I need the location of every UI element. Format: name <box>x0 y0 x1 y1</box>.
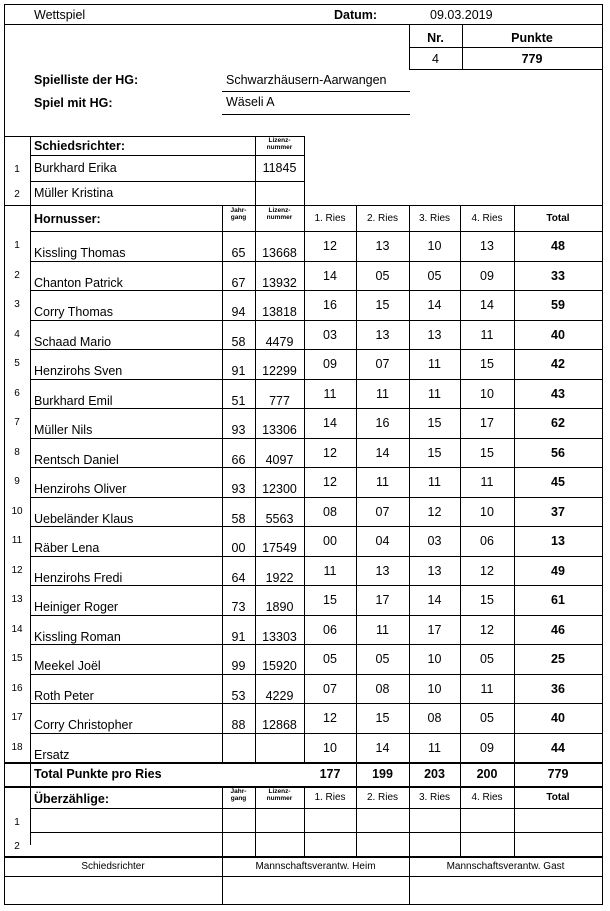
signature-label-2: Mannschaftsverantw. Heim <box>255 861 376 872</box>
player-name: Rentsch Daniel <box>34 453 119 467</box>
ries-col-line-1 <box>356 205 357 786</box>
player-lizenz: 17549 <box>262 541 297 555</box>
punkte-label: Punkte <box>511 31 553 45</box>
player-ries-3: 13 <box>427 564 442 578</box>
referee-title: Schiedsrichter: <box>34 139 126 153</box>
ries-header-4: 4. Ries <box>471 213 503 224</box>
player-ries-3: 11 <box>428 475 441 489</box>
player-ries-2: 16 <box>375 416 390 430</box>
spiel-mit-value: Wäseli A <box>226 95 275 109</box>
player-ries-3: 17 <box>427 623 442 637</box>
player-ries-2: 11 <box>376 475 389 489</box>
player-name: Corry Thomas <box>34 305 113 319</box>
player-lizenz: 12300 <box>262 482 297 496</box>
player-ries-1: 12 <box>323 711 337 725</box>
player-ries-4: 09 <box>480 269 494 283</box>
extras-lizenz-header: Lizenz- nummer <box>266 788 293 802</box>
player-lizenz: 12868 <box>262 718 297 732</box>
player-ries-1: 07 <box>323 682 337 696</box>
player-ries-3: 03 <box>427 534 442 548</box>
player-name: Henzirohs Fredi <box>34 571 123 585</box>
player-ries-4: 11 <box>480 475 494 489</box>
player-ries-1: 08 <box>323 505 337 519</box>
punkte-value: 779 <box>521 52 543 66</box>
player-row-num: 10 <box>11 506 23 517</box>
ries-header-2: 2. Ries <box>366 213 399 224</box>
spiel-mit-underline <box>222 114 410 115</box>
totals-top <box>4 762 603 764</box>
ries-col-line-4 <box>514 205 515 786</box>
player-row-line <box>30 733 603 734</box>
player-ries-2: 07 <box>375 357 390 371</box>
player-name: Müller Nils <box>34 423 93 437</box>
player-jahrgang: 65 <box>231 246 246 260</box>
referee-name: Burkhard Erika <box>34 161 117 175</box>
player-ries-3: 12 <box>427 505 442 519</box>
player-total: 44 <box>551 741 565 755</box>
signatures-top <box>4 856 603 858</box>
player-total: 49 <box>551 564 565 578</box>
player-ries-2: 13 <box>375 564 390 578</box>
player-row-num: 3 <box>14 299 20 310</box>
lizenz-header: Lizenz- nummer <box>266 207 293 221</box>
player-ries-4: 05 <box>480 711 494 725</box>
nr-label: Nr. <box>427 31 444 45</box>
totals-grand: 779 <box>547 767 569 781</box>
player-ries-4: 17 <box>480 416 494 430</box>
player-row-num: 14 <box>11 624 23 635</box>
player-ries-2: 13 <box>375 328 390 342</box>
player-total: 46 <box>551 623 565 637</box>
extras-row-num: 1 <box>14 817 20 828</box>
player-jahrgang: 91 <box>231 364 246 378</box>
player-name: Räber Lena <box>34 541 100 555</box>
player-jahrgang: 51 <box>231 394 246 408</box>
nr-box-row <box>409 47 603 48</box>
player-row-line <box>30 261 603 262</box>
player-ries-2: 05 <box>375 652 390 666</box>
player-name: Kissling Roman <box>34 630 121 644</box>
extras-ries-header-3: 3. Ries <box>418 792 451 803</box>
player-ries-2: 15 <box>375 298 390 312</box>
extras-row-line <box>30 832 603 833</box>
player-row-line <box>30 467 603 468</box>
player-ries-4: 10 <box>480 505 494 519</box>
player-row-num: 2 <box>14 270 20 281</box>
player-ries-1: 14 <box>323 269 337 283</box>
player-row-num: 15 <box>11 653 23 664</box>
player-ries-1: 00 <box>323 534 337 548</box>
player-name: Burkhard Emil <box>34 394 113 408</box>
player-ries-1: 12 <box>323 239 337 253</box>
player-total: 40 <box>551 328 565 342</box>
player-ries-4: 15 <box>480 357 494 371</box>
player-name: Roth Peter <box>34 689 94 703</box>
player-ries-3: 13 <box>427 328 442 342</box>
score-sheet <box>4 4 604 905</box>
player-ries-3: 10 <box>427 682 442 696</box>
player-ries-2: 17 <box>375 593 390 607</box>
player-row-line <box>30 408 603 409</box>
player-name: Henzirohs Sven <box>34 364 123 378</box>
player-ries-4: 11 <box>480 328 494 342</box>
player-name: Uebeländer Klaus <box>34 512 134 526</box>
player-row-num: 13 <box>11 594 23 605</box>
ries-header-1: 1. Ries <box>314 213 346 224</box>
date-value: 09.03.2019 <box>430 8 493 22</box>
player-row-num: 4 <box>14 329 20 340</box>
player-row-line <box>30 349 603 350</box>
player-total: 43 <box>551 387 565 401</box>
player-ries-4: 09 <box>480 741 494 755</box>
player-ries-3: 15 <box>427 446 442 460</box>
player-ries-2: 15 <box>375 711 390 725</box>
player-ries-1: 09 <box>323 357 337 371</box>
players-title: Hornusser: <box>34 212 101 226</box>
frame-right <box>602 4 603 905</box>
player-total: 59 <box>551 298 565 312</box>
spielliste-value: Schwarzhäusern-Aarwangen <box>226 73 387 87</box>
player-jahrgang: 93 <box>231 423 246 437</box>
player-jahrgang: 73 <box>231 600 246 614</box>
player-row-num: 16 <box>11 683 23 694</box>
player-ries-4: 12 <box>480 623 494 637</box>
referee-name: Müller Kristina <box>34 186 114 200</box>
player-ries-3: 15 <box>427 416 442 430</box>
referee-num-col <box>30 136 31 206</box>
player-total: 62 <box>551 416 565 430</box>
frame-bottom <box>4 904 603 905</box>
player-ries-1: 10 <box>323 741 337 755</box>
extras-header-line <box>30 808 603 809</box>
player-row-line <box>30 644 603 645</box>
player-jahrgang: 66 <box>231 453 246 467</box>
extras-ries-header-2: 2. Ries <box>366 792 399 803</box>
player-lizenz: 13932 <box>262 276 297 290</box>
player-ries-2: 11 <box>376 623 389 637</box>
player-ries-1: 03 <box>323 328 337 342</box>
header-divider <box>4 24 603 25</box>
extras-title: Überzählige: <box>34 792 110 806</box>
player-ries-1: 11 <box>323 564 337 578</box>
player-row-num: 12 <box>11 565 23 576</box>
player-name: Chanton Patrick <box>34 276 123 290</box>
player-lizenz: 4229 <box>265 689 294 703</box>
player-jahrgang: 91 <box>231 630 246 644</box>
player-ries-3: 14 <box>427 593 442 607</box>
player-total: 36 <box>551 682 565 696</box>
player-row-line <box>30 438 603 439</box>
player-ries-3: 10 <box>427 239 442 253</box>
player-row-line <box>30 320 603 321</box>
player-ries-3: 10 <box>427 652 442 666</box>
referee-row-line <box>30 181 305 182</box>
player-jahrgang: 88 <box>231 718 246 732</box>
player-ries-2: 04 <box>375 534 390 548</box>
player-jahrgang: 93 <box>231 482 246 496</box>
player-lizenz: 4097 <box>265 453 294 467</box>
ries-col-line-2 <box>409 205 410 786</box>
extras-row-num: 2 <box>14 841 20 852</box>
player-row-num: 5 <box>14 358 20 369</box>
player-lizenz: 4479 <box>265 335 294 349</box>
referee-row-num: 2 <box>14 189 20 200</box>
spielliste-underline <box>222 91 410 92</box>
player-ries-3: 11 <box>428 741 441 755</box>
referee-lizenz: 11845 <box>262 161 297 175</box>
ries-col-line-3 <box>460 205 461 786</box>
player-jahrgang: 94 <box>231 305 246 319</box>
referee-liz-right <box>304 136 305 206</box>
player-row-num: 18 <box>11 742 23 753</box>
player-ries-1: 06 <box>323 623 337 637</box>
extras-total-header: Total <box>546 792 570 803</box>
player-jahrgang: 58 <box>231 335 246 349</box>
spiel-mit-label: Spiel mit HG: <box>34 96 113 110</box>
player-row-num: 1 <box>14 240 20 251</box>
player-ries-1: 12 <box>323 446 337 460</box>
player-total: 33 <box>551 269 565 283</box>
player-name: Ersatz <box>34 748 70 762</box>
player-ries-3: 05 <box>427 269 442 283</box>
player-jahrgang: 00 <box>231 541 246 555</box>
player-row-line <box>30 703 603 704</box>
player-lizenz: 13306 <box>262 423 297 437</box>
player-ries-4: 12 <box>480 564 494 578</box>
player-row-line <box>30 379 603 380</box>
total-header: Total <box>546 213 570 224</box>
player-ries-3: 11 <box>428 357 441 371</box>
player-name: Henzirohs Oliver <box>34 482 127 496</box>
player-total: 42 <box>551 357 565 371</box>
player-row-num: 17 <box>11 712 23 723</box>
player-ries-2: 14 <box>375 446 390 460</box>
player-name: Heiniger Roger <box>34 600 119 614</box>
signature-label-3: Mannschaftsverantw. Gast <box>446 861 565 872</box>
player-name: Schaad Mario <box>34 335 112 349</box>
game-label: Wettspiel <box>34 8 86 22</box>
player-name: Kissling Thomas <box>34 246 126 260</box>
player-row-line <box>30 615 603 616</box>
player-total: 25 <box>551 652 565 666</box>
player-jahrgang: 64 <box>231 571 246 585</box>
jahrgang-header: Jahr- gang <box>230 207 247 221</box>
player-jahrgang: 67 <box>231 276 246 290</box>
player-row-line <box>30 556 603 557</box>
totals-ries-2: 199 <box>372 767 393 781</box>
num-col-line <box>30 205 31 845</box>
player-ries-2: 13 <box>375 239 390 253</box>
player-ries-2: 11 <box>376 387 389 401</box>
totals-ries-3: 203 <box>424 767 445 781</box>
player-ries-4: 10 <box>480 387 494 401</box>
player-ries-4: 15 <box>480 593 494 607</box>
player-name: Meekel Joël <box>34 659 101 673</box>
spielliste-label: Spielliste der HG: <box>34 73 139 87</box>
player-ries-2: 05 <box>375 269 390 283</box>
ries-header-3: 3. Ries <box>418 213 451 224</box>
player-total: 37 <box>551 505 565 519</box>
player-name: Corry Christopher <box>34 718 133 732</box>
player-ries-4: 05 <box>480 652 494 666</box>
player-ries-2: 14 <box>375 741 390 755</box>
player-row-line <box>30 497 603 498</box>
player-ries-4: 13 <box>480 239 494 253</box>
player-lizenz: 15920 <box>262 659 297 673</box>
player-row-line <box>30 290 603 291</box>
player-total: 13 <box>551 534 565 548</box>
player-lizenz: 12299 <box>262 364 297 378</box>
totals-label: Total Punkte pro Ries <box>34 767 162 781</box>
player-lizenz: 13668 <box>262 246 297 260</box>
nr-box-bottom <box>409 69 603 70</box>
player-jahrgang: 53 <box>231 689 246 703</box>
extras-ries-header-1: 1. Ries <box>314 792 346 803</box>
player-lizenz: 5563 <box>265 512 294 526</box>
player-row-num: 9 <box>14 476 20 487</box>
extras-ries-header-4: 4. Ries <box>471 792 503 803</box>
player-lizenz: 1922 <box>265 571 294 585</box>
player-ries-4: 06 <box>480 534 494 548</box>
signatures-label-line <box>4 876 603 877</box>
player-row-num: 6 <box>14 388 20 399</box>
player-row-line <box>30 674 603 675</box>
players-header-line <box>30 231 603 232</box>
player-total: 45 <box>551 475 565 489</box>
referee-lizenz-header: Lizenz- nummer <box>266 137 293 151</box>
player-lizenz: 13818 <box>262 305 297 319</box>
player-ries-1: 14 <box>323 416 337 430</box>
player-row-num: 8 <box>14 447 20 458</box>
player-row-line <box>30 585 603 586</box>
date-label: Datum: <box>334 8 378 22</box>
player-ries-4: 11 <box>480 682 494 696</box>
player-total: 48 <box>551 239 565 253</box>
player-ries-3: 11 <box>428 387 441 401</box>
frame-top <box>4 4 603 5</box>
totals-ries-4: 200 <box>476 767 498 781</box>
player-lizenz: 13303 <box>262 630 297 644</box>
player-ries-1: 16 <box>323 298 337 312</box>
player-ries-2: 07 <box>375 505 390 519</box>
player-jahrgang: 58 <box>231 512 246 526</box>
player-ries-4: 15 <box>480 446 494 460</box>
player-lizenz: 1890 <box>265 600 294 614</box>
player-ries-1: 05 <box>323 652 337 666</box>
player-total: 56 <box>551 446 565 460</box>
player-row-num: 7 <box>14 417 20 428</box>
player-ries-4: 14 <box>480 298 494 312</box>
player-jahrgang: 99 <box>231 659 246 673</box>
nr-value: 4 <box>432 52 439 66</box>
player-ries-1: 11 <box>323 387 337 401</box>
player-row-num: 11 <box>11 535 23 546</box>
player-ries-3: 14 <box>427 298 442 312</box>
player-ries-1: 12 <box>323 475 337 489</box>
player-ries-3: 08 <box>427 711 442 725</box>
totals-ries-1: 177 <box>319 767 341 781</box>
referee-row-num: 1 <box>14 164 20 175</box>
player-total: 40 <box>551 711 565 725</box>
extras-jahrgang-header: Jahr- gang <box>230 788 247 802</box>
signature-label-1: Schiedsrichter <box>81 861 145 872</box>
player-ries-1: 15 <box>323 593 337 607</box>
player-lizenz: 777 <box>269 394 290 408</box>
player-row-line <box>30 526 603 527</box>
referee-header-line <box>30 155 305 156</box>
player-total: 61 <box>551 593 565 607</box>
player-ries-2: 08 <box>375 682 390 696</box>
